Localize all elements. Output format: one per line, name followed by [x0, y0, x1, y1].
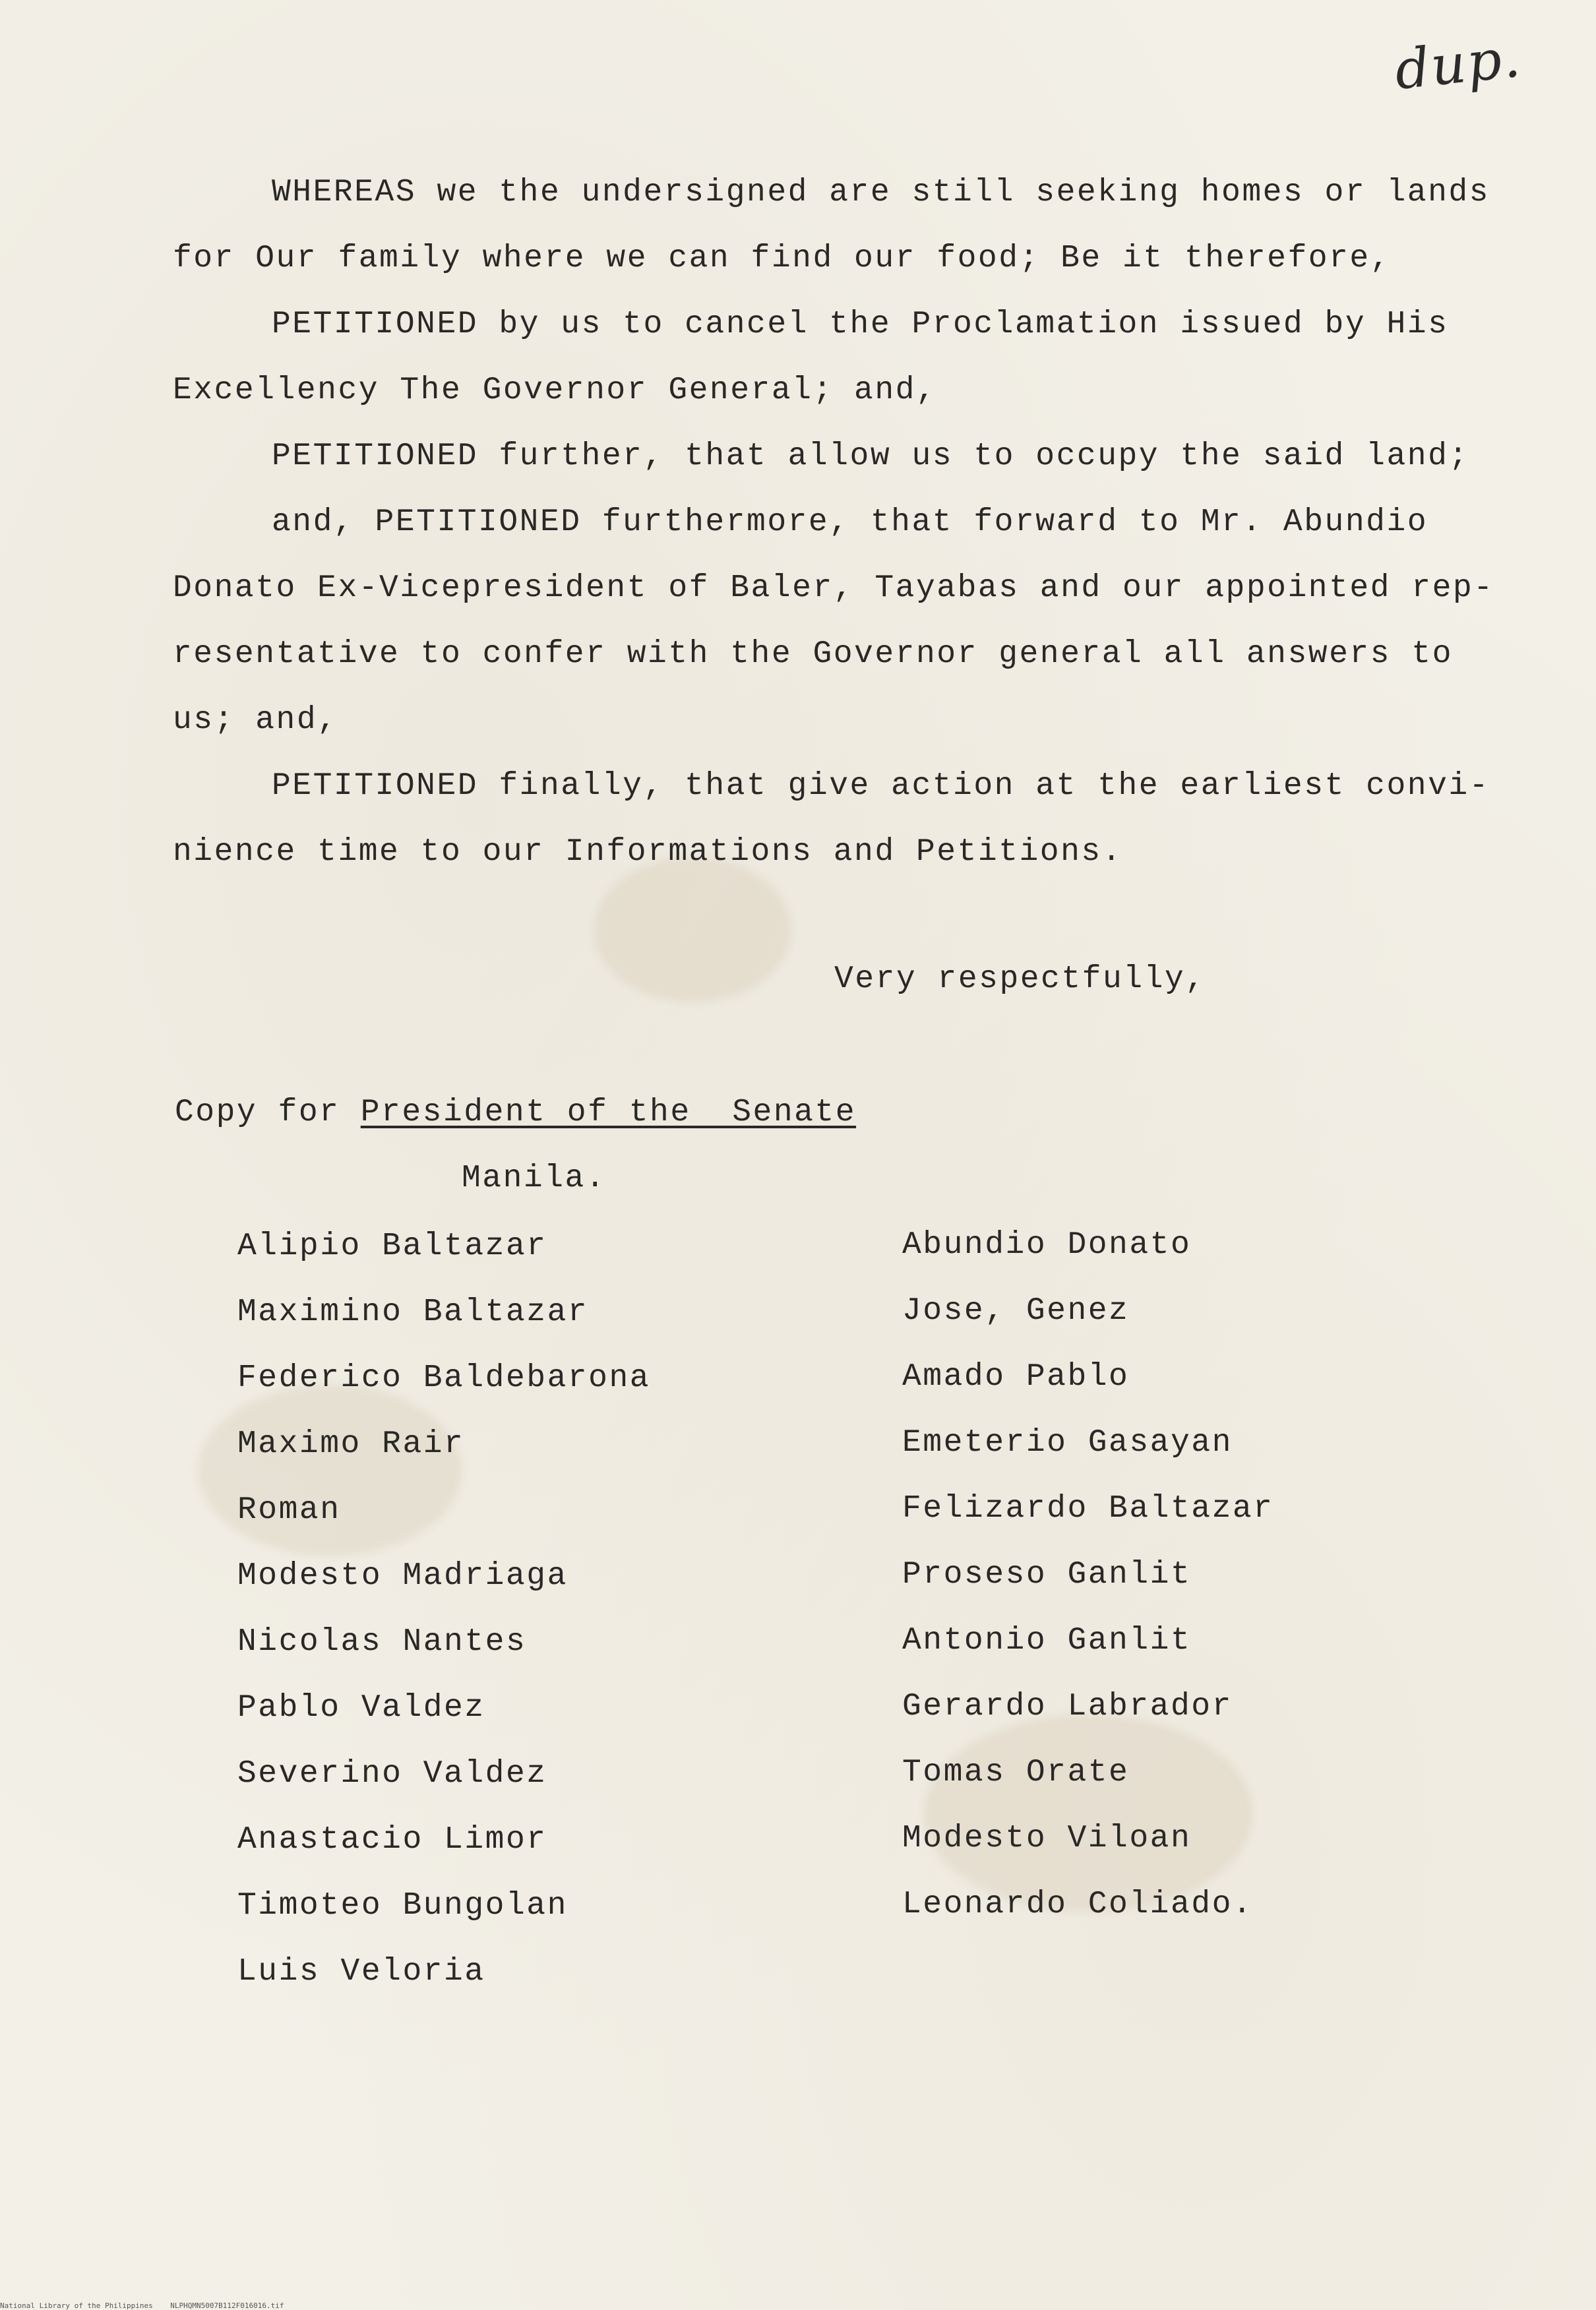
signatory-name: Emeterio Gasayan	[902, 1425, 1233, 1461]
signatory-name: Jose, Genez	[902, 1293, 1130, 1329]
paragraph-line: PETITIONED further, that allow us to occupy the said land;	[272, 439, 1469, 474]
signatories-left-column	[237, 1227, 650, 2018]
handwritten-annotation: dup.	[1392, 26, 1525, 102]
copy-for-prefix: Copy for	[175, 1095, 340, 1130]
paragraph-line: PETITIONED by us to cancel the Proclamation issued by His	[272, 307, 1449, 342]
signatory-name: Alipio Baltazar	[237, 1229, 547, 1264]
signatory-name: Antonio Ganlit	[902, 1623, 1192, 1658]
signatory-name: Felizardo Baltazar	[902, 1491, 1274, 1527]
signatory-name: Maximino Baltazar	[237, 1294, 589, 1330]
signatory-name: Roman	[237, 1492, 341, 1528]
closing-salutation: Very respectfully,	[834, 961, 1206, 997]
footer-institution: National Library of the Philippines	[0, 2301, 153, 2310]
copy-recipient: President of the Senate	[360, 1095, 857, 1130]
signatory-name: Modesto Madriaga	[237, 1558, 568, 1594]
paragraph-line: PETITIONED finally, that give action at the earliest convi-	[272, 768, 1490, 804]
scan-footer	[0, 2301, 284, 2310]
paragraph-line: WHEREAS we the undersigned are still seeking homes or lands	[272, 175, 1490, 210]
copy-for-line	[175, 1095, 856, 1130]
paragraph-line: nience time to our Informations and Petitions.	[173, 834, 1123, 870]
paragraph-line: us; and,	[173, 702, 338, 738]
signatory-name: Amado Pablo	[902, 1359, 1130, 1395]
paragraph-line: Donato Ex-Vicepresident of Baler, Tayabas and our appointed rep-	[173, 570, 1494, 606]
footer-file-id: NLPHQMN5007B112F016016.tif	[170, 2301, 284, 2310]
paragraph-line: resentative to confer with the Governor general all answers to	[173, 636, 1453, 672]
signatory-name: Gerardo Labrador	[902, 1689, 1233, 1724]
paragraph-line: and, PETITIONED furthermore, that forward to Mr. Abundio	[272, 504, 1428, 540]
paragraph-line: Excellency The Governor General; and,	[173, 373, 937, 408]
signatory-name: Abundio Donato	[902, 1227, 1192, 1263]
signatory-name: Tomas Orate	[902, 1755, 1130, 1790]
signatories-right-column	[902, 1225, 1274, 1951]
signatory-name: Timoteo Bungolan	[237, 1888, 568, 1924]
signatory-name: Leonardo Coliado.	[902, 1887, 1254, 1922]
signatory-name: Severino Valdez	[237, 1756, 547, 1792]
signatory-name: Nicolas Nantes	[237, 1624, 527, 1660]
signatory-name: Proseso Ganlit	[902, 1557, 1192, 1593]
signatory-name: Federico Baldebarona	[237, 1360, 651, 1396]
signatory-name: Modesto Viloan	[902, 1821, 1192, 1856]
signatory-name: Pablo Valdez	[237, 1690, 485, 1726]
signatory-name: Luis Veloria	[237, 1954, 485, 1990]
signatory-name: Maximo Rair	[237, 1426, 465, 1462]
copy-city: Manila.	[462, 1161, 607, 1196]
paragraph-line: for Our family where we can find our food; Be it therefore,	[173, 241, 1391, 276]
paper-stain	[594, 857, 791, 1002]
signatory-name: Anastacio Limor	[237, 1822, 547, 1858]
